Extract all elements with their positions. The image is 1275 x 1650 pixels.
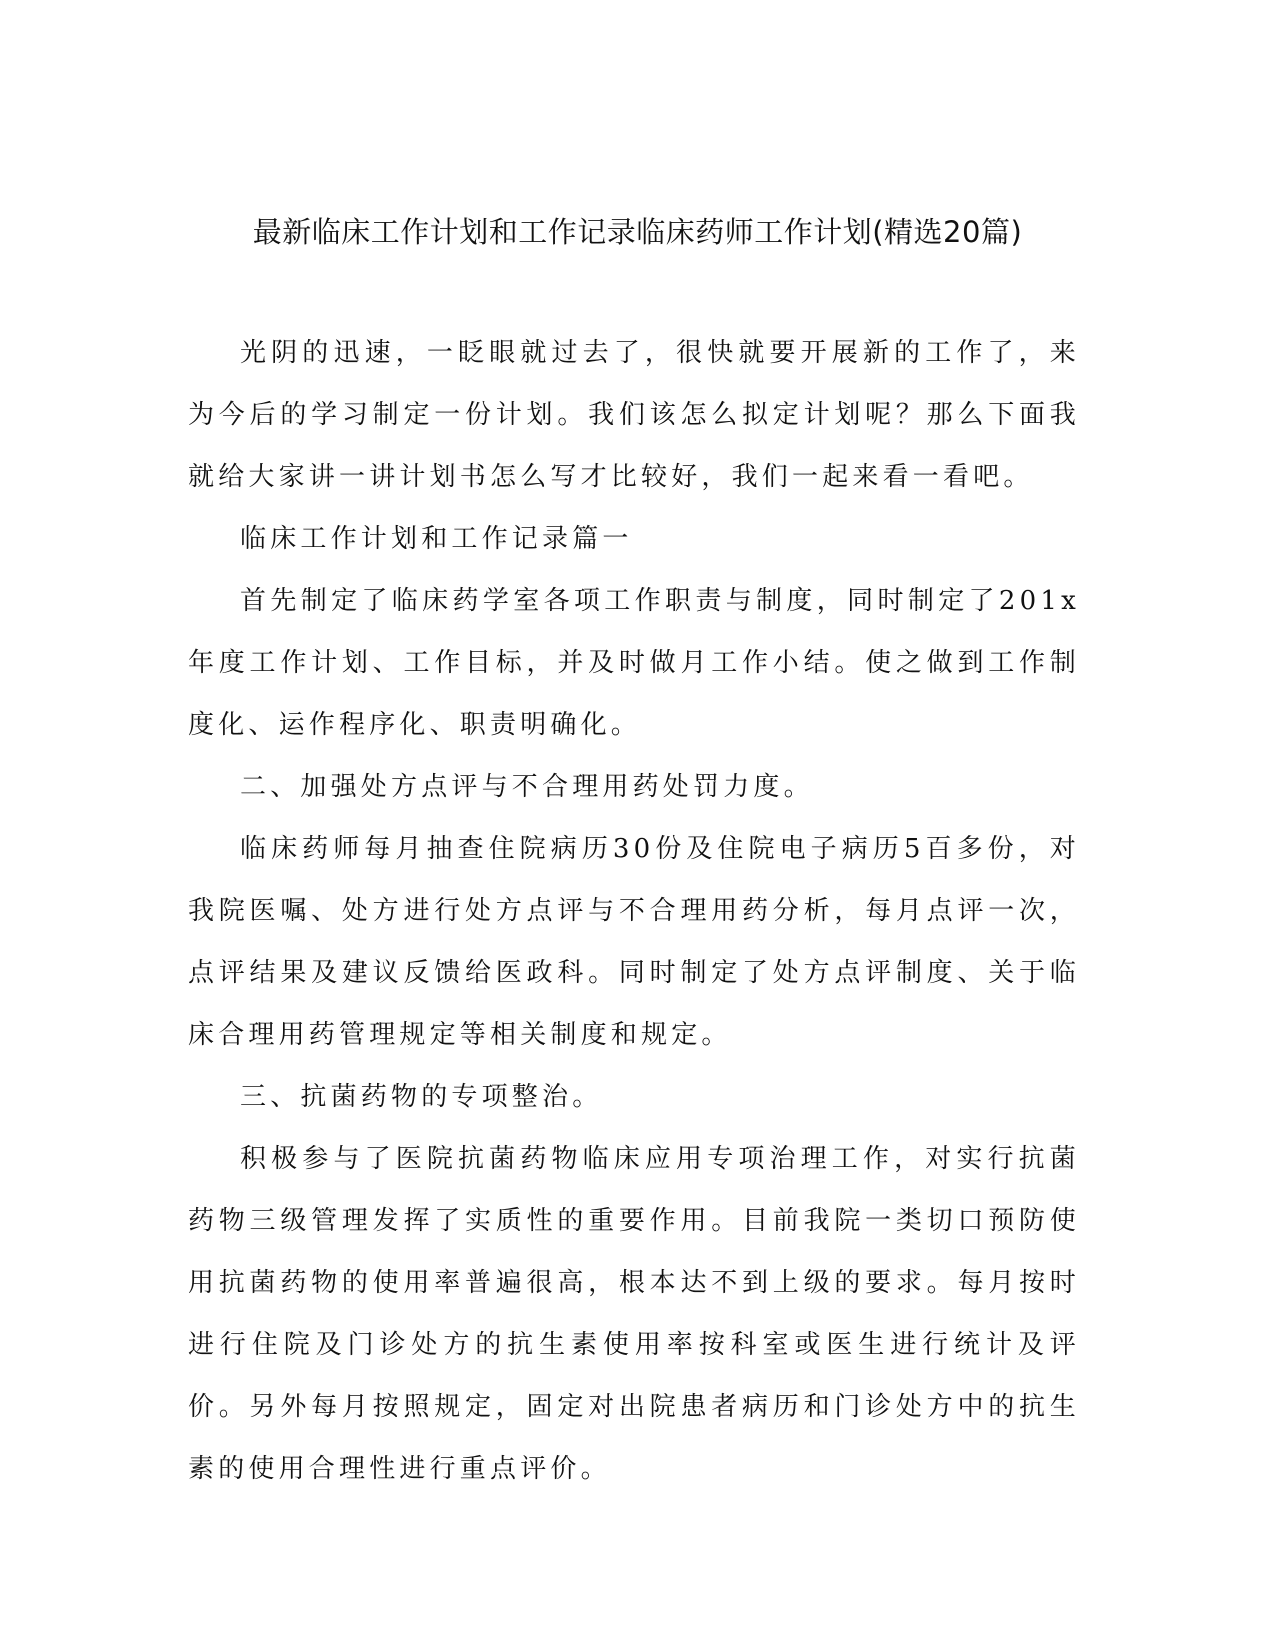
section-heading-antibiotics: 三、抗菌药物的专项整治。 xyxy=(240,1082,603,1112)
section-heading-prescription-review: 二、加强处方点评与不合理用药处罚力度。 xyxy=(240,772,814,802)
paragraph-duties: 首先制定了临床药学室各项工作职责与制度，同时制定了201x年度工作计划、工作目标，并及时做月工作小结。使之做到工作制度化、运作程序化、职责明确化。 xyxy=(188,586,1080,740)
paragraph-intro: 光阴的迅速，一眨眼就过去了，很快就要开展新的工作了，来为今后的学习制定一份计划。我们该怎么拟定计划呢？那么下面我就给大家讲一讲计划书怎么写才比较好，我们一起来看一看吧。 xyxy=(188,338,1080,492)
section-heading-part-one: 临床工作计划和工作记录篇一 xyxy=(240,524,633,554)
paragraph-antibiotics: 积极参与了医院抗菌药物临床应用专项治理工作，对实行抗菌药物三级管理发挥了实质性的重要作用。目前我院一类切口预防使用抗菌药物的使用率普遍很高，根本达不到上级的要求。每月按时进行住院及门诊处方的抗生素使用率按科室或医生进行统计及评价。另外每月按照规定，固定对出院患者病历和门诊处方中的抗生素的使用合理性进行重点评价。 xyxy=(188,1144,1080,1484)
paragraph-prescription-review: 临床药师每月抽查住院病历30份及住院电子病历5百多份，对我院医嘱、处方进行处方点评与不合理用药分析，每月点评一次，点评结果及建议反馈给医政科。同时制定了处方点评制度、关于临床合理用药管理规定等相关制度和规定。 xyxy=(188,834,1080,1050)
document-body xyxy=(188,322,1080,1500)
document-title: 最新临床工作计划和工作记录临床药师工作计划(精选20篇) xyxy=(252,215,1023,249)
